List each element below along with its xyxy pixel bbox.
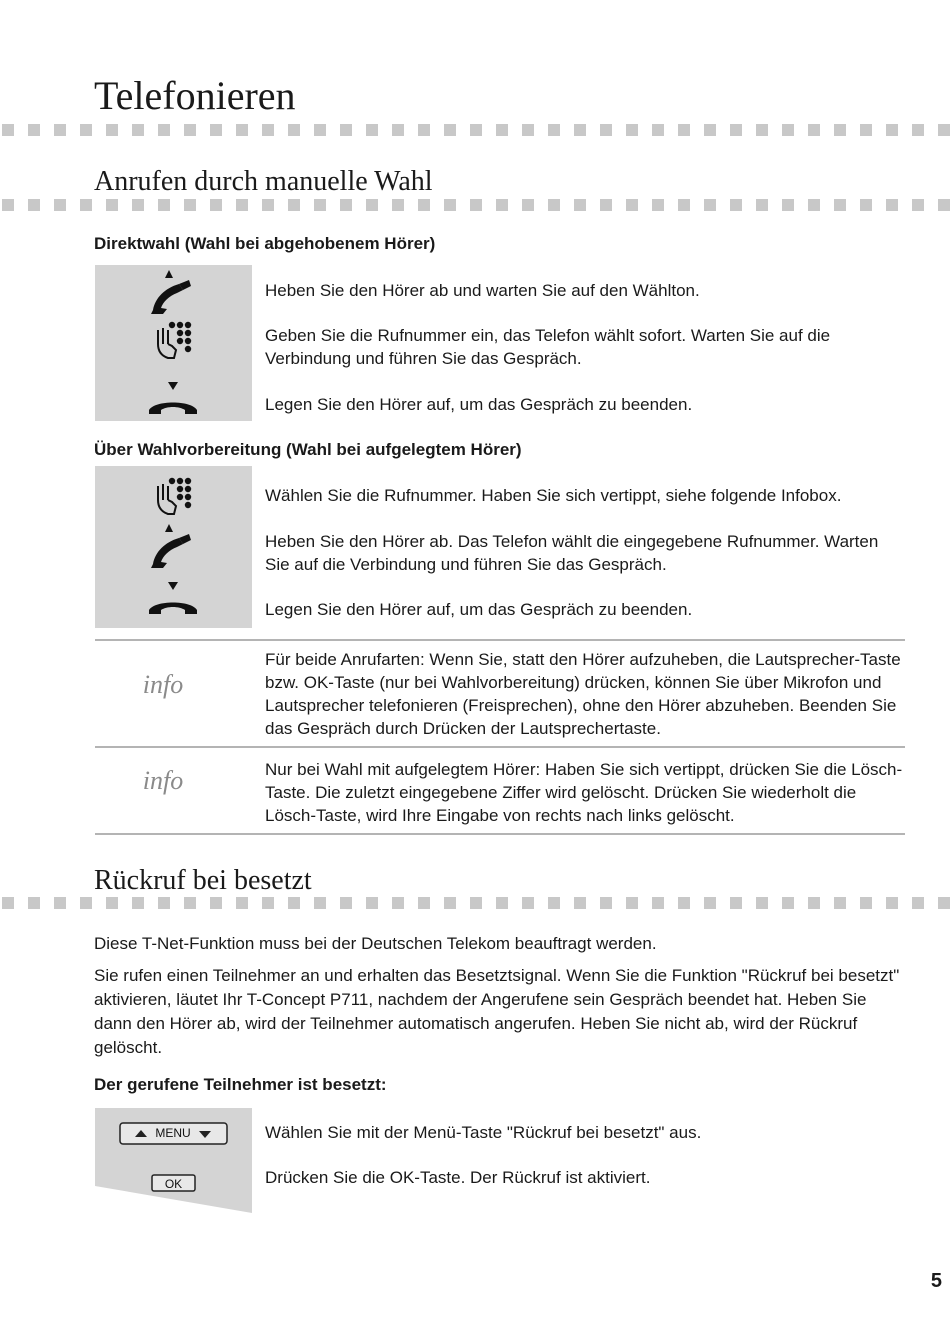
section-title-callback: Rückruf bei besetzt: [94, 865, 312, 896]
divider-line: [95, 639, 905, 641]
paragraph: Sie rufen einen Teilnehmer an und erhalten das Besetztsignal. Wenn Sie die Funktion "Rückruf bei besetzt" aktivieren, läutet Ihr T-Concept P711, nachdem der Angerufene sein Gespräch beendet hat. Heben Sie dann den Hörer ab, wird der Teilnehmer automatisch angerufen. Heben Sie nicht ab, wird der Rückruf gelöscht.: [94, 966, 900, 1057]
divider-line: [95, 833, 905, 835]
handset-lift-icon: [145, 268, 195, 316]
step-text: Wählen Sie mit der Menü-Taste "Rückruf bei besetzt" aus.: [265, 1123, 702, 1142]
page-title: Telefonieren: [94, 73, 296, 118]
step-text: Geben Sie die Rufnummer ein, das Telefon wählt sofort. Warten Sie auf die Verbindung und führen Sie das Gespräch.: [265, 326, 831, 368]
ok-key-label: OK: [164, 1177, 183, 1191]
step-text: Wählen Sie die Rufnummer. Haben Sie sich vertippt, siehe folgende Infobox.: [265, 486, 842, 505]
menu-key-label: MENU: [155, 1126, 191, 1140]
info-label: info: [142, 670, 184, 699]
dotted-divider: [0, 124, 950, 136]
info-label: info: [142, 766, 184, 795]
handset-lift-icon: [145, 522, 195, 570]
subsection-title-direct-dial: Direktwahl (Wahl bei abgehobenem Hörer): [94, 234, 436, 253]
dotted-divider: [0, 199, 950, 211]
divider-line: [95, 746, 905, 748]
subsection-title-busy: Der gerufene Teilnehmer ist besetzt:: [94, 1075, 387, 1094]
handset-hangup-icon: [145, 580, 201, 618]
info-text: Für beide Anrufarten: Wenn Sie, statt den Hörer aufzuheben, die Lautsprecher-Taste bzw. OK-Taste (nur bei Wahlvorbereitung) drücken, können Sie über Mikrofon und Lautsprecher telefonieren (Freisprechen), ohne den Hörer abzuheben. Beenden Sie das Gespräch durch Drücken der Lautsprechertaste.: [265, 650, 901, 738]
step-text: Legen Sie den Hörer auf, um das Gespräch zu beenden.: [265, 395, 693, 414]
keypad-dial-icon: [152, 320, 192, 362]
dotted-divider: [0, 897, 950, 909]
subsection-title-prepared-dial: Über Wahlvorbereitung (Wahl bei aufgelegtem Hörer): [94, 440, 522, 459]
info-text: Nur bei Wahl mit aufgelegtem Hörer: Haben Sie sich vertippt, drücken Sie die Lösch-Taste. Die zuletzt eingegebene Ziffer wird gelöscht. Drücken Sie wiederholt die Lösch-Taste, wird Ihre Eingabe von rechts nach links gelöscht.: [265, 760, 903, 825]
keypad-dial-icon: [152, 476, 192, 518]
step-text: Drücken Sie die OK-Taste. Der Rückruf ist aktiviert.: [265, 1168, 651, 1187]
handset-hangup-icon: [145, 380, 201, 418]
page-number: 5: [930, 1270, 942, 1292]
step-text: Heben Sie den Hörer ab. Das Telefon wählt die eingegebene Rufnummer. Warten Sie auf die Verbindung und führen Sie das Gespräch.: [265, 532, 879, 574]
section-title-manual-dial: Anrufen durch manuelle Wahl: [94, 166, 433, 197]
step-text: Legen Sie den Hörer auf, um das Gespräch zu beenden.: [265, 600, 693, 619]
paragraph: Diese T-Net-Funktion muss bei der Deutschen Telekom beauftragt werden.: [94, 934, 657, 953]
phone-keys-panel: [95, 1108, 252, 1213]
step-text: Heben Sie den Hörer ab und warten Sie auf den Wählton.: [265, 281, 700, 300]
